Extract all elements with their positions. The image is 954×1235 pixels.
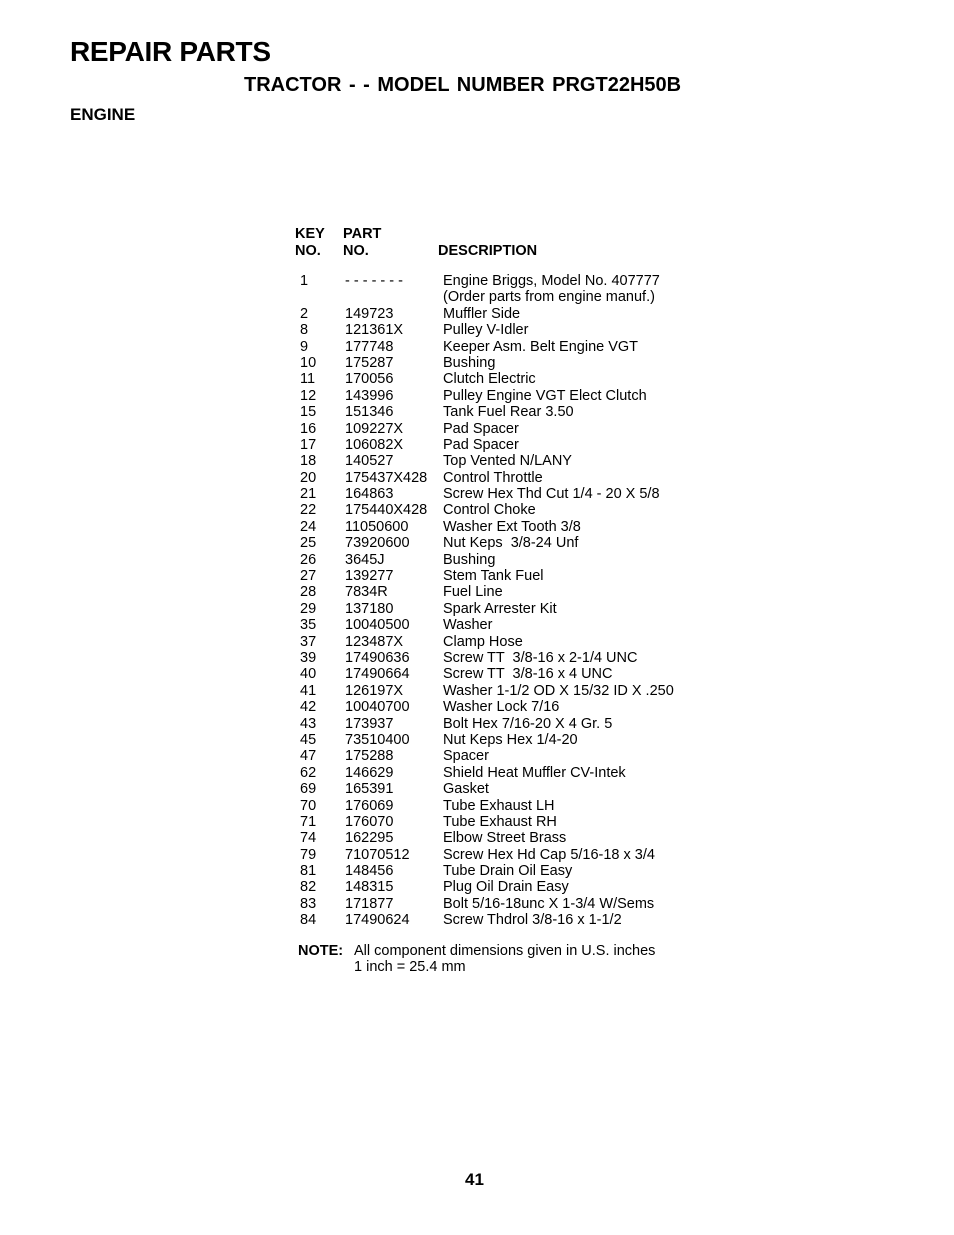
- part-number: 11050600: [345, 518, 409, 535]
- table-row: [295, 666, 855, 682]
- key-number: 2: [300, 305, 309, 322]
- part-number: 176070: [345, 813, 394, 830]
- part-number: 17490664: [345, 666, 410, 683]
- part-number: 123487X: [345, 633, 404, 650]
- part-number: 149723: [345, 305, 394, 322]
- part-description: Pulley V-Idler: [443, 322, 529, 339]
- part-description: Screw TT 3/8-16 x 4 UNC: [443, 666, 613, 683]
- part-number: 175287: [345, 354, 394, 371]
- part-description: Nut Keps 3/8-24 Unf: [443, 535, 579, 552]
- key-number: 15: [300, 404, 317, 421]
- part-description: Fuel Line: [443, 584, 503, 601]
- part-number: 176069: [345, 797, 394, 814]
- part-description: Tank Fuel Rear 3.50: [443, 404, 574, 421]
- table-row: [295, 601, 855, 617]
- key-number: 20: [300, 469, 317, 486]
- table-row: [295, 732, 855, 748]
- key-number: 74: [300, 830, 317, 847]
- part-description: Screw Thdrol 3/8-16 x 1-1/2: [443, 912, 622, 929]
- key-number: 47: [300, 748, 317, 765]
- key-number: 70: [300, 797, 317, 814]
- part-number: 3645J: [345, 551, 385, 568]
- table-row: [295, 798, 855, 814]
- part-number: 71070512: [345, 846, 410, 863]
- part-description: Pad Spacer: [443, 436, 519, 453]
- table-row: [295, 830, 855, 846]
- table-row: [295, 322, 855, 338]
- key-number: 25: [300, 535, 317, 552]
- note-line-2: 1 inch = 25.4 mm: [354, 959, 466, 975]
- table-row: [295, 650, 855, 666]
- part-description: Washer: [443, 617, 493, 634]
- part-description: Spark Arrester Kit: [443, 600, 557, 617]
- parts-list: [295, 273, 855, 929]
- table-row: [295, 683, 855, 699]
- key-number: 40: [300, 666, 317, 683]
- key-number: 84: [300, 912, 317, 929]
- key-number: 11: [300, 371, 316, 388]
- section-heading: ENGINE: [70, 105, 136, 124]
- part-number: 139277: [345, 568, 394, 585]
- table-row: [295, 896, 855, 912]
- part-number: 171877: [345, 895, 394, 912]
- part-description: Stem Tank Fuel: [443, 568, 544, 585]
- key-number: 1: [300, 273, 309, 289]
- key-number: 28: [300, 584, 317, 601]
- key-number: 10: [300, 354, 317, 371]
- table-row: [295, 306, 855, 322]
- table-row: [295, 388, 855, 404]
- part-description: Clamp Hose: [443, 633, 523, 650]
- key-number: 43: [300, 715, 317, 732]
- table-row: [295, 371, 855, 387]
- key-number: 71: [300, 813, 317, 830]
- table-row: [295, 748, 855, 764]
- table-row: [295, 847, 855, 863]
- key-number: 8: [300, 322, 309, 339]
- key-number: 12: [300, 387, 317, 404]
- key-number: 21: [300, 486, 317, 503]
- part-number: 173937: [345, 715, 394, 732]
- key-number: 29: [300, 600, 317, 617]
- part-number: 106082X: [345, 436, 404, 453]
- part-description: Washer 1-1/2 OD X 15/32 ID X .250: [443, 682, 674, 699]
- part-number: 165391: [345, 781, 394, 798]
- part-number: 126197X: [345, 682, 404, 699]
- part-number: 175440X428: [345, 502, 428, 519]
- part-description: Tube Exhaust LH: [443, 797, 555, 814]
- column-header-key-line1: KEY: [295, 226, 325, 242]
- table-row: [295, 535, 855, 551]
- table-row: [295, 765, 855, 781]
- table-row: [295, 404, 855, 420]
- key-number: 24: [300, 518, 317, 535]
- table-row: [295, 552, 855, 568]
- key-number: 83: [300, 895, 317, 912]
- note-line-1: All component dimensions given in U.S. inches: [354, 943, 656, 959]
- key-number: 22: [300, 502, 317, 519]
- part-description: Screw Hex Thd Cut 1/4 - 20 X 5/8: [443, 486, 660, 503]
- table-row: [295, 912, 855, 928]
- part-description: Bushing: [443, 551, 496, 568]
- key-number: 9: [300, 338, 309, 355]
- table-row: [295, 781, 855, 797]
- page-subtitle: TRACTOR - - MODEL NUMBER PRGT22H50B: [244, 74, 682, 96]
- part-description: Bolt 5/16-18unc X 1-3/4 W/Sems: [443, 895, 655, 912]
- part-description: Nut Keps Hex 1/4-20: [443, 731, 578, 748]
- key-number: 17: [300, 436, 317, 453]
- part-description: Shield Heat Muffler CV-Intek: [443, 764, 626, 781]
- part-description: Clutch Electric: [443, 371, 536, 388]
- column-header-key-line2: NO.: [295, 243, 321, 259]
- key-number: 26: [300, 551, 317, 568]
- part-number: 121361X: [345, 322, 404, 339]
- part-description-continued: (Order parts from engine manuf.): [443, 289, 655, 306]
- table-row: [295, 339, 855, 355]
- table-row: [295, 568, 855, 584]
- table-row: [295, 437, 855, 453]
- key-number: 82: [300, 879, 317, 896]
- part-number: 162295: [345, 830, 394, 847]
- column-header-part-no: [343, 226, 381, 260]
- part-description: Washer Ext Tooth 3/8: [443, 518, 581, 535]
- part-description: Pad Spacer: [443, 420, 519, 437]
- part-number: 143996: [345, 387, 394, 404]
- part-number: 151346: [345, 404, 394, 421]
- part-number: 109227X: [345, 420, 404, 437]
- part-number: 73510400: [345, 731, 410, 748]
- key-number: 18: [300, 453, 317, 470]
- table-row: [295, 453, 855, 469]
- key-number: 42: [300, 699, 317, 716]
- table-row: [295, 584, 855, 600]
- table-row: [295, 716, 855, 732]
- part-description: Washer Lock 7/16: [443, 699, 560, 716]
- table-row: [295, 273, 855, 306]
- key-number: 81: [300, 863, 317, 880]
- column-header-description: DESCRIPTION: [438, 243, 538, 259]
- table-row: [295, 879, 855, 895]
- part-description: Tube Exhaust RH: [443, 813, 557, 830]
- part-description: Bushing: [443, 354, 496, 371]
- table-row: [295, 519, 855, 535]
- part-number: 10040500: [345, 617, 410, 634]
- part-description: Screw Hex Hd Cap 5/16-18 x 3/4: [443, 846, 655, 863]
- part-number: 140527: [345, 453, 394, 470]
- part-description: Control Choke: [443, 502, 536, 519]
- key-number: 16: [300, 420, 317, 437]
- part-description: Screw TT 3/8-16 x 2-1/4 UNC: [443, 650, 638, 666]
- part-number: 170056: [345, 371, 394, 388]
- key-number: 35: [300, 617, 317, 634]
- part-number: 177748: [345, 338, 394, 355]
- part-description: Keeper Asm. Belt Engine VGT: [443, 338, 639, 355]
- table-row: [295, 470, 855, 486]
- note-label: NOTE:: [298, 943, 344, 959]
- part-description: Tube Drain Oil Easy: [443, 863, 573, 880]
- column-header-key-no: [295, 226, 325, 260]
- part-description: Engine Briggs, Model No. 407777: [443, 273, 660, 289]
- table-row: [295, 863, 855, 879]
- part-number: 175288: [345, 748, 394, 765]
- part-number: 146629: [345, 764, 394, 781]
- table-row: [295, 355, 855, 371]
- part-number: 148456: [345, 863, 394, 880]
- table-row: [295, 814, 855, 830]
- part-description: Gasket: [443, 781, 489, 798]
- key-number: 41: [300, 682, 317, 699]
- table-row: [295, 699, 855, 715]
- part-number: 73920600: [345, 535, 410, 552]
- part-description: Muffler Side: [443, 305, 521, 322]
- part-number: 17490636: [345, 650, 410, 666]
- table-row: [295, 421, 855, 437]
- part-number: - - - - - - -: [345, 273, 403, 289]
- key-number: 79: [300, 846, 317, 863]
- part-description: Plug Oil Drain Easy: [443, 879, 569, 896]
- table-row: [295, 634, 855, 650]
- part-number: 17490624: [345, 912, 410, 929]
- part-description: Spacer: [443, 748, 489, 765]
- table-row: [295, 486, 855, 502]
- table-row: [295, 502, 855, 518]
- key-number: 27: [300, 568, 317, 585]
- key-number: 45: [300, 731, 317, 748]
- column-header-part-line2: NO.: [343, 243, 369, 259]
- part-description: Pulley Engine VGT Elect Clutch: [443, 387, 647, 404]
- key-number: 37: [300, 633, 317, 650]
- part-number: 137180: [345, 600, 394, 617]
- page-number: 41: [465, 1170, 484, 1189]
- page-title: REPAIR PARTS: [70, 36, 271, 67]
- part-description: Top Vented N/LANY: [443, 453, 572, 470]
- column-header-part-line1: PART: [343, 226, 382, 242]
- part-number: 164863: [345, 486, 394, 503]
- part-number: 175437X428: [345, 469, 428, 486]
- part-description: Bolt Hex 7/16-20 X 4 Gr. 5: [443, 715, 613, 732]
- part-number: 148315: [345, 879, 394, 896]
- part-number: 10040700: [345, 699, 410, 716]
- key-number: 39: [300, 650, 317, 666]
- part-description: Elbow Street Brass: [443, 830, 567, 847]
- key-number: 62: [300, 764, 317, 781]
- table-row: [295, 617, 855, 633]
- part-number: 7834R: [345, 584, 388, 601]
- key-number: 69: [300, 781, 317, 798]
- part-description: Control Throttle: [443, 469, 543, 486]
